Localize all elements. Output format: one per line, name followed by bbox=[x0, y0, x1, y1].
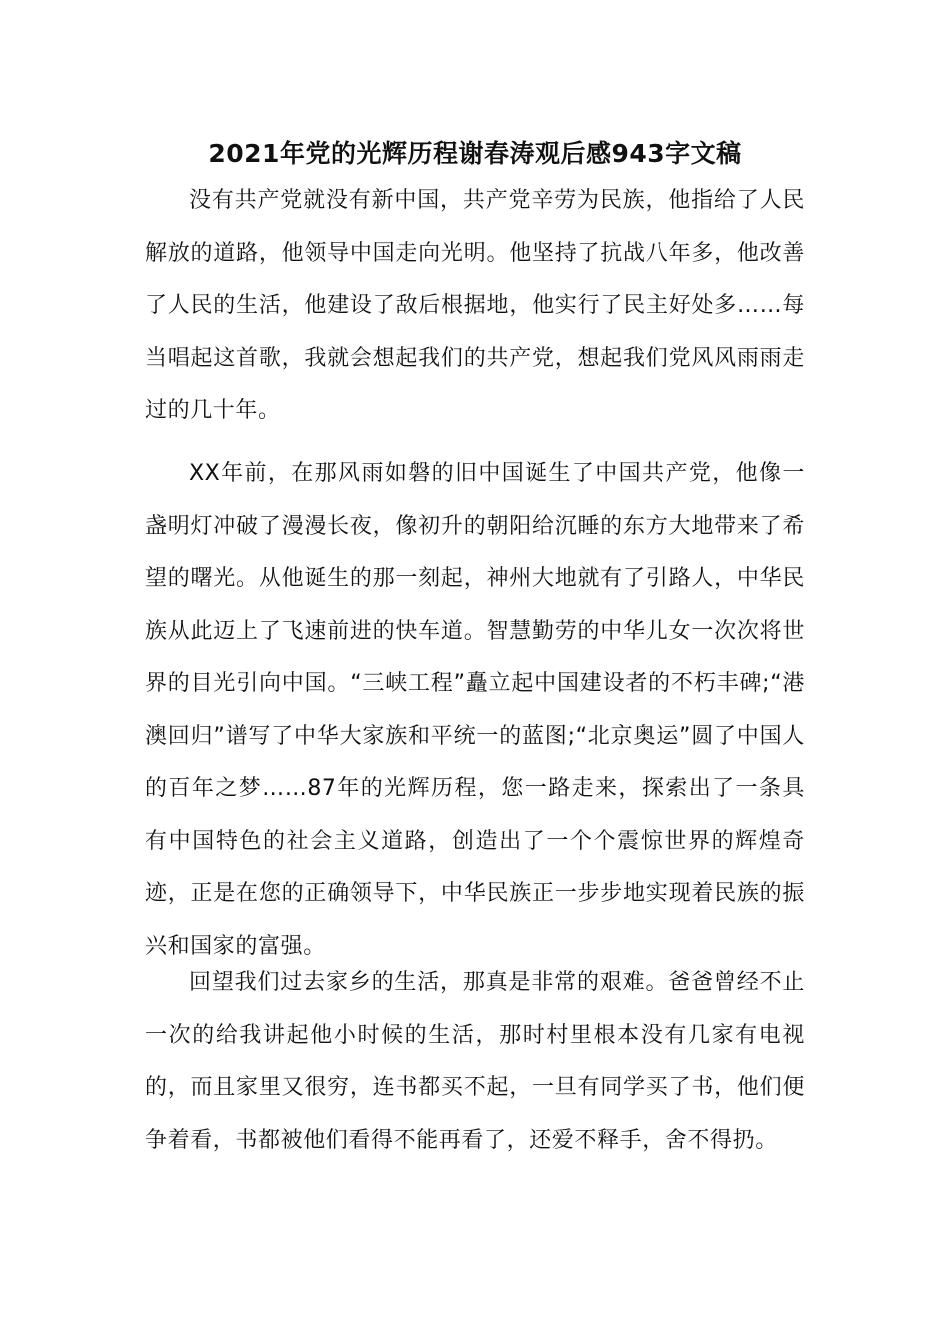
document-title: 2021年党的光辉历程谢春涛观后感943字文稿 bbox=[208, 139, 742, 168]
paragraph-2: XX年前，在那风雨如磐的旧中国诞生了中国共产党，他像一盏明灯冲破了漫漫长夜，像初升的朝阳给沉睡的东方大地带来了希望的曙光。从他诞生的那一刻起，神州大地就有了引路人，中华民族从此迈上了飞速前进的快车道。智慧勤劳的中华儿女一次次将世界的目光引向中国。“三峡工程”矗立起中国建设者的不朽丰碑;“港澳回归”谱写了中华大家族和平统一的蓝图;“北京奥运”圆了中国人的百年之梦……87年的光辉历程，您一路走来，探索出了一条具有中国特色的社会主义道路，创造出了一个个震惊世界的辉煌奇迹，正是在您的正确领导下，中华民族正一步步地实现着民族的振兴和国家的富强。 bbox=[145, 461, 805, 959]
paragraph-3: 回望我们过去家乡的生活，那真是非常的艰难。爸爸曾经不止一次的给我讲起他小时候的生活，那时村里根本没有几家有电视的，而且家里又很穷，连书都买不起，一旦有同学买了书，他们便争着看，书都被他们看得不能再看了，还爱不释手，舍不得扔。 bbox=[145, 970, 805, 1153]
paragraph-1: 没有共产党就没有新中国，共产党辛劳为民族，他指给了人民解放的道路，他领导中国走向光明。他坚持了抗战八年多，他改善了人民的生活，他建设了敌后根据地，他实行了民主好处多……每当唱起这首歌，我就会想起我们的共产党，想起我们党风风雨雨走过的几十年。 bbox=[145, 188, 805, 423]
